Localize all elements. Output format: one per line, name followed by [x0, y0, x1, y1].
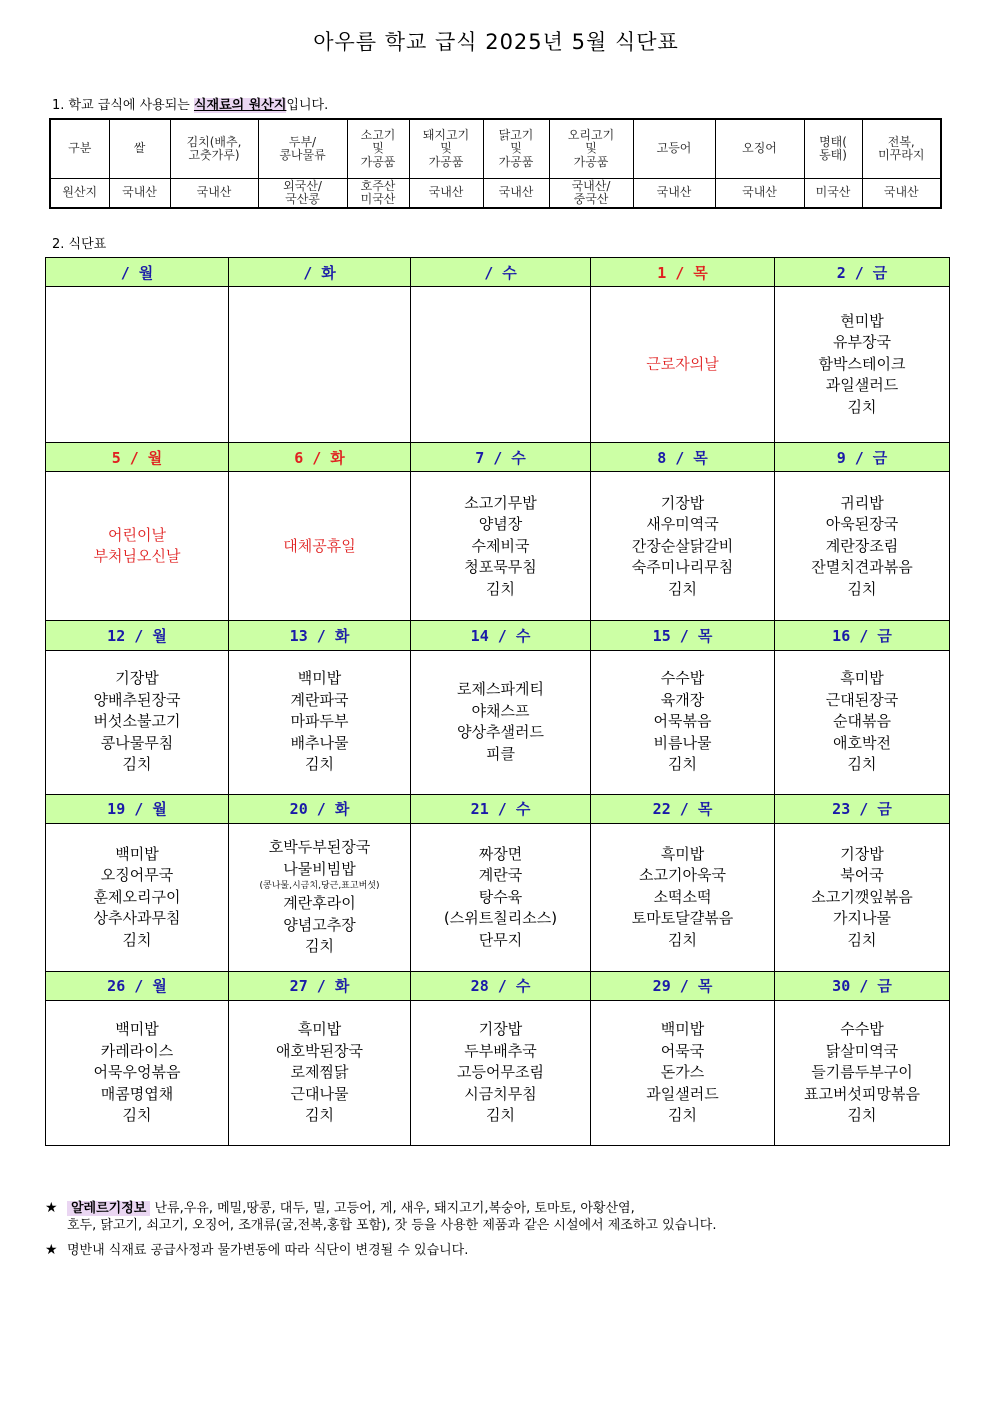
day-menu-cell — [591, 823, 775, 971]
menu-item: 김치 — [668, 579, 697, 598]
menu-item: 매콤명엽채 — [100, 1084, 174, 1103]
menu-item: 단무지 — [478, 930, 523, 949]
menu-item: 양념장 — [478, 515, 523, 534]
day-header: 27 / 화 — [229, 971, 411, 1000]
menu-item: (콩나물,시금치,당근,표고버섯) — [259, 881, 380, 892]
day-menu-cell — [591, 287, 775, 443]
menu-item: 양념고추장 — [283, 915, 356, 934]
menu-item: 계란후라이 — [283, 894, 356, 913]
day-menu-cell — [775, 1000, 950, 1145]
menu-item: 나물비빔밥 — [283, 859, 356, 878]
day-header: 20 / 화 — [229, 794, 411, 823]
menu-item: 기장밥 — [478, 1020, 523, 1039]
menu-item: 순대볶음 — [833, 712, 891, 731]
day-menu-cell — [411, 1000, 591, 1145]
origin-header-cell: 전복, 미꾸라지 — [862, 119, 941, 179]
menu-item: 표고버섯피망볶음 — [804, 1084, 920, 1103]
menu-item: 흑미밥 — [840, 669, 884, 688]
menu-item: 로제찜닭 — [290, 1063, 349, 1082]
origin-header-cell: 두부/ 콩나물류 — [258, 119, 347, 179]
menu-item: 김치 — [122, 1106, 152, 1125]
week-menu-row — [46, 823, 950, 971]
day-header: 13 / 화 — [229, 621, 411, 650]
day-menu-cell — [411, 823, 591, 971]
menu-item: 김치 — [668, 755, 697, 774]
week-header-row — [46, 794, 950, 823]
origin-value-cell: 국내산 — [862, 179, 941, 209]
menu-item: 백미밥 — [115, 1020, 159, 1039]
menu-item: 콩나물무침 — [100, 733, 174, 752]
day-menu-cell — [46, 1000, 229, 1145]
day-menu-cell — [411, 472, 591, 621]
day-header: 2 / 금 — [775, 258, 950, 287]
origin-header-cell: 돼지고기 및 가공품 — [409, 119, 483, 179]
menu-item: 김치 — [122, 755, 152, 774]
day-header: 16 / 금 — [775, 621, 950, 650]
menu-item: 야채스프 — [471, 701, 530, 720]
origin-value-cell: 국내산 — [633, 179, 715, 209]
menu-item: 로제스파게티 — [457, 680, 544, 699]
origin-header-cell: 명태( 동태) — [804, 119, 862, 179]
menu-item: 애호박전 — [833, 733, 891, 752]
origin-value-cell: 국내산 — [109, 179, 170, 209]
day-header: / 월 — [46, 258, 229, 287]
origin-value-cell: 외국산/ 국산콩 — [258, 179, 347, 209]
menu-item: 김치 — [847, 755, 877, 774]
change-notice: 명반내 식재료 공급사정과 물가변동에 따라 식단이 변경될 수 있습니다. — [67, 1243, 469, 1258]
day-header: 8 / 목 — [591, 443, 775, 472]
day-menu-cell — [775, 472, 950, 621]
menu-item: 짜장면 — [478, 844, 523, 863]
origin-label-highlight: 식재료의 원산지 — [193, 98, 287, 113]
menu-item: 김치 — [305, 1106, 334, 1125]
change-note — [45, 1242, 945, 1259]
menu-item: 함박스테이크 — [818, 354, 906, 373]
day-menu-cell — [229, 650, 411, 794]
origin-header-cell: 구분 — [50, 119, 109, 179]
origin-value-row — [50, 179, 941, 209]
day-menu-cell — [411, 287, 591, 443]
day-menu-cell — [591, 472, 775, 621]
origin-header-cell: 오징어 — [715, 119, 804, 179]
menu-item: 훈제오리구이 — [93, 887, 181, 906]
day-header: 1 / 목 — [591, 258, 775, 287]
menu-item: 백미밥 — [297, 669, 342, 688]
menu-item: 양상추샐러드 — [457, 723, 544, 742]
menu-item: 어묵볶음 — [653, 712, 712, 731]
menu-item: 시금치무침 — [464, 1084, 537, 1103]
menu-item: 흑미밥 — [660, 844, 705, 863]
menu-item: 토마토달걀볶음 — [631, 909, 734, 928]
menu-item: 과일샐러드 — [825, 376, 899, 395]
day-menu-cell — [775, 823, 950, 971]
menu-item: 숙주미나리무침 — [631, 558, 734, 577]
origin-header-cell: 소고기 및 가공품 — [347, 119, 409, 179]
menu-item: 소고기아욱국 — [639, 866, 726, 885]
origin-header-cell: 오리고기 및 가공품 — [549, 119, 633, 179]
holiday-label: 어린이날 — [108, 525, 166, 544]
menu-item: 계란국 — [478, 866, 523, 885]
day-header: 30 / 금 — [775, 971, 950, 1000]
menu-item: 탕수육 — [478, 887, 523, 906]
menu-item: 들기름두부구이 — [811, 1063, 913, 1082]
menu-item: 간장순살닭갈비 — [631, 536, 734, 555]
holiday-label: 부처님오신날 — [93, 547, 181, 566]
menu-item: 과일샐러드 — [646, 1084, 719, 1103]
origin-value-cell: 국내산 — [715, 179, 804, 209]
menu-item: 김치 — [847, 579, 877, 598]
day-menu-cell — [591, 650, 775, 794]
day-header: 7 / 수 — [411, 443, 591, 472]
star-icon: ★ — [45, 1200, 58, 1216]
menu-item: 소고기무밥 — [464, 493, 537, 512]
day-header: 22 / 목 — [591, 794, 775, 823]
menu-item: 김치 — [486, 1106, 515, 1125]
origin-value-cell: 국내산/ 중국산 — [549, 179, 633, 209]
origin-header-cell: 고등어 — [633, 119, 715, 179]
menu-item: 김치 — [847, 930, 877, 949]
menu-item: 김치 — [668, 930, 697, 949]
menu-item: 애호박된장국 — [276, 1041, 363, 1060]
menu-item: 어묵국 — [660, 1041, 705, 1060]
menu-item: 닭살미역국 — [825, 1041, 899, 1060]
menu-item: 육개장 — [660, 690, 705, 709]
menu-item: 호박두부된장국 — [268, 838, 371, 857]
allergy-note — [45, 1200, 945, 1234]
menu-item: 유부장국 — [833, 333, 891, 352]
menu-item: 마파두부 — [290, 712, 349, 731]
menu-item: 버섯소불고기 — [93, 712, 181, 731]
origin-value-cell: 미국산 — [804, 179, 862, 209]
week-menu-row — [46, 287, 950, 443]
allergy-label: 알레르기정보 — [67, 1201, 150, 1216]
menu-item: 수수밥 — [660, 669, 705, 688]
menu-item: 기장밥 — [660, 493, 705, 512]
menu-item: 김치 — [486, 579, 515, 598]
menu-item: 기장밥 — [840, 844, 884, 863]
allergy-line-2: 호두, 닭고기, 쇠고기, 오징어, 조개류(굴,전복,홍합 포함), 잣 등을 사용한 제품과 같은 시설에서 제조하고 있습니다. — [67, 1218, 717, 1233]
day-menu-cell — [46, 472, 229, 621]
menu-item: 두부배추국 — [464, 1041, 537, 1060]
day-menu-cell — [46, 287, 229, 443]
menu-item: 가지나물 — [833, 909, 891, 928]
menu-item: 상추사과무침 — [93, 909, 181, 928]
origin-table — [49, 118, 942, 209]
day-header: 26 / 월 — [46, 971, 229, 1000]
menu-table — [45, 257, 950, 1146]
menu-item: 북어국 — [840, 866, 884, 885]
origin-value-cell: 국내산 — [170, 179, 258, 209]
menu-item: 아욱된장국 — [825, 515, 899, 534]
menu-item: 김치 — [305, 755, 334, 774]
day-header: 6 / 화 — [229, 443, 411, 472]
menu-item: 김치 — [847, 1106, 877, 1125]
week-menu-row — [46, 1000, 950, 1145]
day-menu-cell — [46, 650, 229, 794]
week-header-row — [46, 971, 950, 1000]
menu-item: 오징어무국 — [100, 866, 174, 885]
menu-item: 계란장조림 — [825, 536, 899, 555]
star-icon: ★ — [45, 1242, 58, 1258]
menu-item: 어묵우엉볶음 — [93, 1063, 181, 1082]
origin-header-cell: 닭고기 및 가공품 — [483, 119, 549, 179]
menu-item: 수제비국 — [471, 536, 530, 555]
menu-item: 고등어무조림 — [457, 1063, 544, 1082]
day-header: 15 / 목 — [591, 621, 775, 650]
day-header: 19 / 월 — [46, 794, 229, 823]
origin-label-prefix: 1. 학교 급식에 사용되는 — [52, 98, 194, 113]
week-header-row — [46, 258, 950, 287]
menu-item: 배추나물 — [290, 733, 349, 752]
origin-label-suffix: 입니다. — [286, 98, 329, 113]
menu-item: 카레라이스 — [100, 1041, 174, 1060]
page-title: 아우름 학교 급식 2025년 5월 식단표 — [313, 30, 679, 54]
origin-value-cell: 국내산 — [409, 179, 483, 209]
menu-item: 김치 — [668, 1106, 697, 1125]
origin-value-cell: 호주산 미국산 — [347, 179, 409, 209]
origin-section-label — [52, 94, 328, 113]
menu-item: 백미밥 — [115, 844, 159, 863]
day-header: 23 / 금 — [775, 794, 950, 823]
origin-header-cell: 쌀 — [109, 119, 170, 179]
menu-item: 돈가스 — [660, 1063, 705, 1082]
day-header: 14 / 수 — [411, 621, 591, 650]
menu-item: 피클 — [486, 744, 515, 763]
holiday-label: 근로자의날 — [646, 354, 719, 373]
allergy-line-1: 난류,우유, 메밀,땅콩, 대두, 밀, 고등어, 게, 새우, 돼지고기,복숭아, 토마토, 아황산염, — [154, 1201, 635, 1216]
menu-item: 계란파국 — [290, 690, 349, 709]
menu-item: 소고기깻잎볶음 — [811, 887, 913, 906]
day-header: 12 / 월 — [46, 621, 229, 650]
menu-item: 청포묵무침 — [464, 558, 537, 577]
menu-item: 비름나물 — [653, 733, 712, 752]
menu-item: 현미밥 — [840, 311, 884, 330]
origin-value-cell: 원산지 — [50, 179, 109, 209]
day-menu-cell — [775, 287, 950, 443]
menu-item: 김치 — [122, 930, 152, 949]
menu-item: (스위트칠리소스) — [443, 909, 558, 928]
menu-item: 귀리밥 — [840, 493, 884, 512]
day-header: 28 / 수 — [411, 971, 591, 1000]
day-menu-cell — [229, 823, 411, 971]
day-header: 5 / 월 — [46, 443, 229, 472]
menu-item: 백미밥 — [660, 1020, 705, 1039]
day-menu-cell — [591, 1000, 775, 1145]
origin-value-cell: 국내산 — [483, 179, 549, 209]
menu-item: 양배추된장국 — [93, 690, 181, 709]
day-menu-cell — [229, 1000, 411, 1145]
menu-item: 김치 — [305, 937, 334, 956]
day-menu-cell — [229, 287, 411, 443]
origin-header-cell: 김치(배추, 고춧가루) — [170, 119, 258, 179]
menu-item: 김치 — [847, 397, 877, 416]
menu-item: 새우미역국 — [646, 515, 719, 534]
menu-item: 기장밥 — [115, 669, 159, 688]
day-menu-cell — [775, 650, 950, 794]
day-menu-cell — [229, 472, 411, 621]
day-header: 29 / 목 — [591, 971, 775, 1000]
menu-section-label: 2. 식단표 — [52, 237, 107, 252]
week-menu-row — [46, 472, 950, 621]
origin-header-row — [50, 119, 941, 179]
holiday-label: 대체공휴일 — [283, 536, 356, 555]
day-menu-cell — [411, 650, 591, 794]
day-header: 9 / 금 — [775, 443, 950, 472]
day-menu-cell — [46, 823, 229, 971]
week-header-row — [46, 443, 950, 472]
menu-item: 근대나물 — [290, 1084, 349, 1103]
menu-item: 잔멸치견과볶음 — [811, 558, 913, 577]
week-header-row — [46, 621, 950, 650]
notes-section — [45, 1200, 945, 1267]
day-header: / 화 — [229, 258, 411, 287]
menu-item: 수수밥 — [840, 1020, 884, 1039]
day-header: 21 / 수 — [411, 794, 591, 823]
menu-item: 소떡소떡 — [653, 887, 712, 906]
week-menu-row — [46, 650, 950, 794]
menu-item: 근대된장국 — [825, 690, 899, 709]
menu-item: 흑미밥 — [297, 1020, 342, 1039]
day-header: / 수 — [411, 258, 591, 287]
